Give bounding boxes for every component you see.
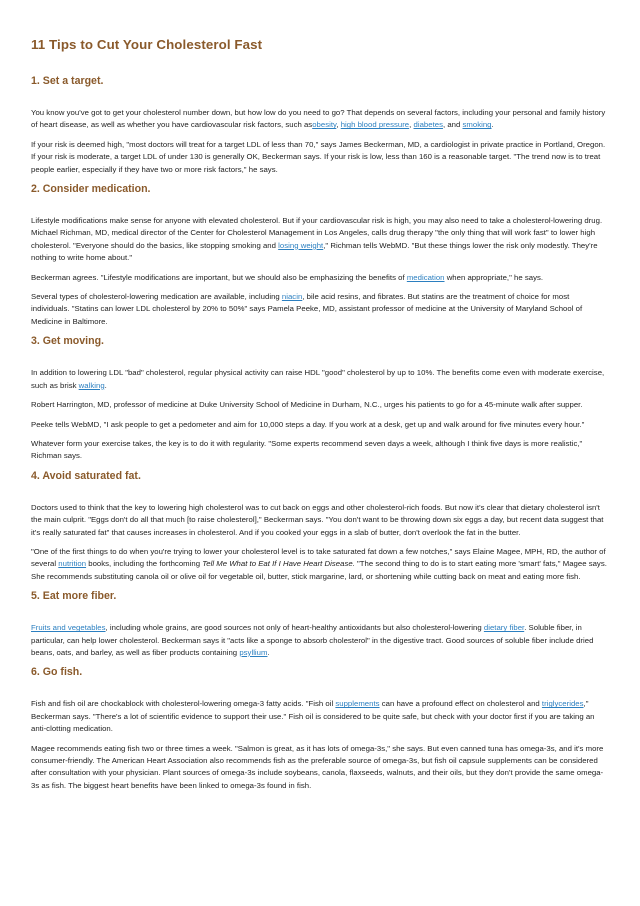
paragraph xyxy=(31,139,610,176)
text-run: "One of the first things to do when you're trying to lower your cholesterol level is to take saturated fat down a few notches," says Elaine Magee, MPH, RD, the author of several xyxy=(31,546,606,569)
inline-link[interactable]: smoking xyxy=(462,120,492,130)
paragraph xyxy=(31,438,610,463)
text-run: Several types of cholesterol-lowering medication are available, including xyxy=(31,292,282,302)
paragraph xyxy=(31,367,610,392)
section-heading: 4. Avoid saturated fat. xyxy=(31,469,141,482)
paragraph xyxy=(31,272,610,284)
section-5 xyxy=(31,590,610,659)
text-run: ," Richman tells WebMD. "But these things lower the risk only modestly. They're nothing to write home about." xyxy=(31,240,598,263)
inline-link[interactable]: medication xyxy=(406,272,445,282)
section-3 xyxy=(31,335,610,462)
section-heading: 1. Set a target. xyxy=(31,75,104,87)
text-run: Whatever form your exercise takes, the key is to do it with regularity. "Some experts recommend seven days a week, although I think five days is more realistic," Richman says. xyxy=(31,438,583,461)
text-run: , bile acid resins, and fibrates. But statins are the treatment of choice for most individuals. "Statins can lower LDL cholesterol by 20% to 50%" says Pamela Peeke, MD, assistant professor of medicine at the University of Maryland School of Medicine in Baltimore. xyxy=(31,292,583,326)
inline-link[interactable]: diabetes xyxy=(413,120,443,130)
section-heading: 2. Consider medication. xyxy=(31,183,151,196)
text-run: . xyxy=(104,380,107,390)
paragraph xyxy=(31,698,610,735)
section-heading: 3. Get moving. xyxy=(31,335,104,348)
inline-link[interactable]: Fruits and vegetables xyxy=(31,623,106,633)
page-title: 11 Tips to Cut Your Cholesterol Fast xyxy=(31,37,263,52)
text-run: . xyxy=(491,120,494,130)
text-run: , and xyxy=(442,120,463,130)
section-heading: 5. Eat more fiber. xyxy=(31,590,117,603)
paragraph xyxy=(31,502,610,539)
text-run: You know you've got to get your cholesterol number down, but how low do you need to go? That depends on several factors, including your personal and family history of heart disease, as well as whether you have cardiovascular risk factors, such as xyxy=(31,108,606,130)
text-run: Doctors used to think that the key to lowering high cholesterol was to cut back on eggs and other cholesterol-rich foods. But now it's clear that dietary cholesterol isn't the main culprit. "Eggs don't do all that much [to raise cholesterol]," Beckerman says. "You don't want to be throwing down six eggs a day, but recent data suggest that it's really saturated fat" that causes increases in cholesterol. And if you cooked your eggs in a slab of butter, don't overlook the fat in the butter. xyxy=(31,502,604,537)
text-run: Lifestyle modifications make sense for anyone with elevated cholesterol. But if your cardiovascular risk is high, you may also need to take a cholesterol-lowering drug. Michael Richman, MD, medical director of the Center for Cholesterol Management in Los Angeles, calls drug therapy "the only thing that will work fast" to lower high cholesterol. "Everyone should do the basics, like stopping smoking and xyxy=(31,216,603,250)
paragraph xyxy=(31,419,610,431)
section-heading: 6. Go fish. xyxy=(31,666,83,679)
text-run: . xyxy=(267,647,270,657)
inline-link[interactable]: niacin xyxy=(281,292,303,302)
inline-link[interactable]: dietary fiber xyxy=(483,623,525,633)
paragraph xyxy=(31,107,610,132)
text-run: , xyxy=(336,120,341,130)
book-title: Tell Me What to Eat If I Have Heart Disease. xyxy=(202,559,355,569)
text-run: If your risk is deemed high, "most doctors will treat for a target LDL of less than 70," says James Beckerman, MD, a cardiologist in private practice in Portland, Oregon. If your risk is moderate, a target LDL of under 130 is generally OK, Beckerman says. If your risk is low, less than 160 is a reasonable target. "The trend now is to treat people earlier, especially if they have two or more risk factors," he says. xyxy=(31,139,606,174)
text-run: In addition to lowering LDL "bad" cholesterol, regular physical activity can raise HDL "good" cholesterol by up to 10%. The benefits come even with moderate exercise, such as brisk xyxy=(31,368,605,390)
section-4 xyxy=(31,470,610,583)
text-run: Robert Harrington, MD, professor of medicine at Duke University School of Medicine in Durham, N.C., urges his patients to go for a 45-minute walk after supper. xyxy=(31,400,583,410)
text-run: . Soluble fiber, in particular, can help lower cholesterol. Beckerman says it "acts like a sponge to absorb cholesterol" in the digestive tract. Good sources of soluble fiber include dried beans, oats, and barley, as well as fiber products containing xyxy=(31,623,594,657)
inline-link[interactable]: triglycerides xyxy=(541,699,584,709)
text-run: can have a profound effect on cholesterol and xyxy=(379,699,542,709)
inline-link[interactable]: high blood pressure xyxy=(340,120,410,130)
text-run: books, including the forthcoming xyxy=(86,559,203,569)
article-body xyxy=(31,75,610,792)
text-run: when appropriate," he says. xyxy=(444,272,544,282)
text-run: ," Beckerman says. "There's a lot of scientific evidence to support their use." Fish oil is considered to be quite safe, but check with your doctor first if you are taking an anti-clotting medication. xyxy=(31,699,595,734)
text-run: Fish and fish oil are chockablock with cholesterol-lowering omega-3 fatty acids. "Fish oil xyxy=(31,699,336,709)
text-run: , xyxy=(409,120,414,130)
paragraph xyxy=(31,399,610,411)
inline-link[interactable]: losing weight xyxy=(278,240,324,250)
paragraph xyxy=(31,743,610,793)
paragraph xyxy=(31,622,610,659)
inline-link[interactable]: supplements xyxy=(335,699,380,709)
section-2 xyxy=(31,183,610,328)
section-1 xyxy=(31,75,610,176)
text-run: "The second thing to do is to start eating more 'smart' fats," Magee says. She recommends substituting canola oil or olive oil for vegetable oil, butter, stick margarine, lard, or shortening while cutting back on meat and eating more fish. xyxy=(31,559,607,581)
text-run: Beckerman agrees. "Lifestyle modifications are important, but we should also be emphasizing the benefits of xyxy=(31,272,407,282)
text-run: Peeke tells WebMD, "I ask people to get a pedometer and aim for 10,000 steps a day. If you work at a desk, get up and walk around for five minutes every hour." xyxy=(31,419,585,429)
section-6 xyxy=(31,666,610,792)
inline-link[interactable]: psyllium xyxy=(239,647,268,657)
paragraph xyxy=(31,215,610,265)
text-run: Magee recommends eating fish two or three times a week. "Salmon is great, as it has lots of omega-3s," she says. But even canned tuna has omega-3s, and it's more consumer-friendly. The American Heart Association also recommends fish as the preferable source of omega-3s, but fish oil capsule supplements can be considered after consultation with your physician. Plant sources of omega-3s include soybeans, canola, flaxseeds, walnuts, and their oils, but they don't provide the same omega-3s as fish. The biggest heart benefits have been linked to omega-3s found in fish. xyxy=(31,743,604,790)
inline-link[interactable]: walking xyxy=(78,380,105,390)
inline-link[interactable]: obesity xyxy=(312,120,337,130)
paragraph xyxy=(31,291,610,328)
paragraph xyxy=(31,546,610,583)
text-run: , including whole grains, are good sources not only of heart-healthy antioxidants but also cholesterol-lowering xyxy=(105,623,484,633)
inline-link[interactable]: nutrition xyxy=(58,559,87,569)
